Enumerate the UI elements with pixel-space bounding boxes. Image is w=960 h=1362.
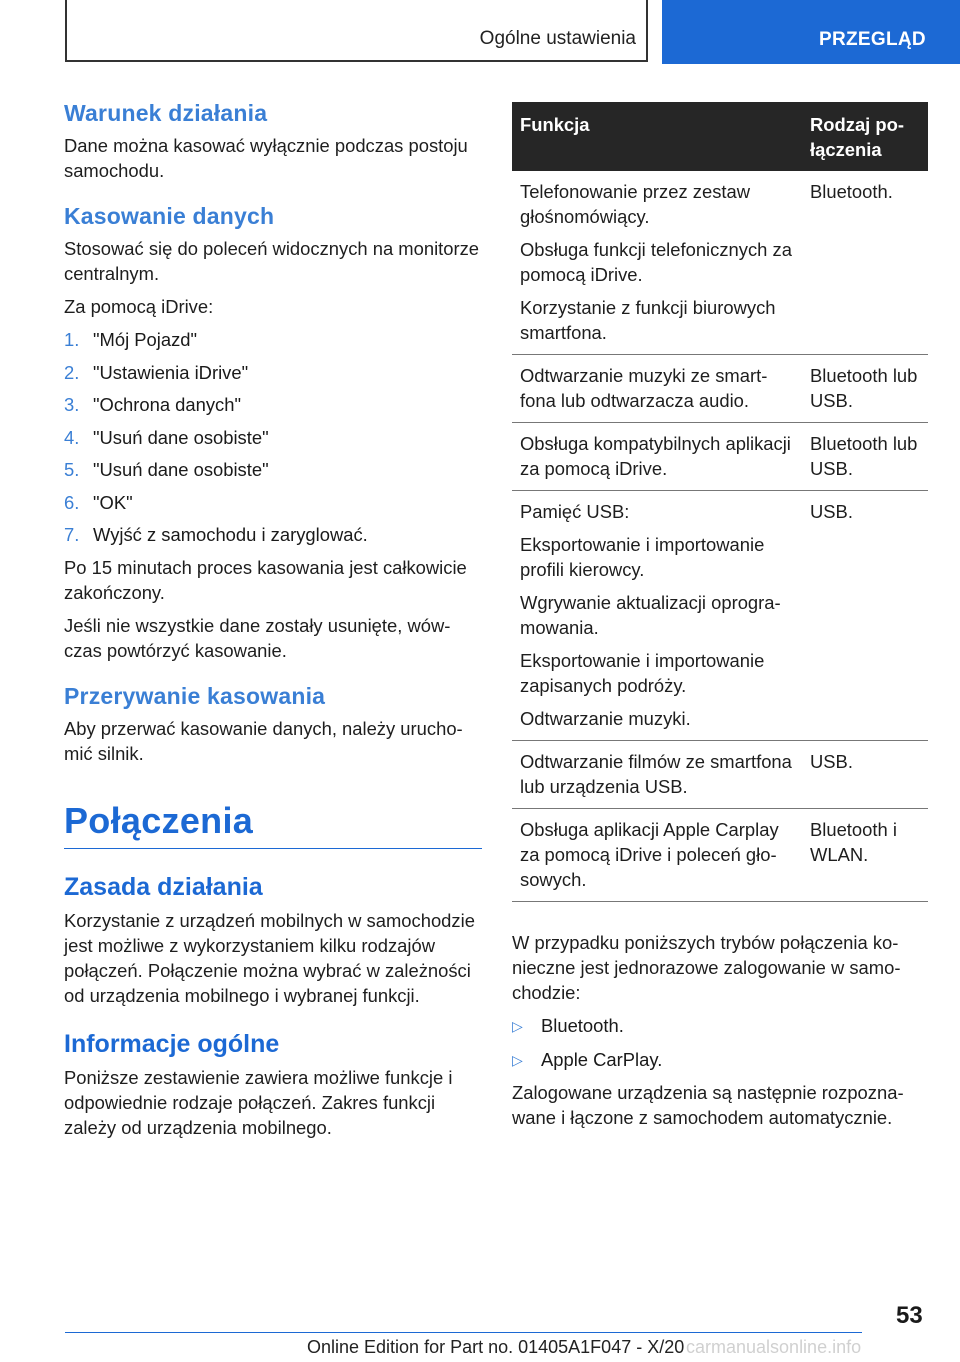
function-cell (512, 491, 802, 741)
page-number: 53 (896, 1302, 923, 1329)
step-text: "Usuń dane osobiste" (93, 426, 269, 448)
left-column (64, 100, 482, 1148)
list-item (64, 327, 482, 352)
connection-cell: Bluetooth. (802, 171, 928, 355)
step-text: "Ustawienia iDrive" (93, 361, 249, 383)
step-text: "Usuń dane osobiste" (93, 459, 269, 480)
step-text: "OK" (93, 491, 133, 513)
connections-title: Połączenia (64, 800, 482, 849)
section-title: Ogólne ustawienia (479, 28, 636, 49)
step-text: "Mój Pojazd" (93, 329, 198, 350)
edition-text: Online Edition for Part no. 01405A1F047 - X/20 (307, 1337, 685, 1357)
function-line: Eksportowanie i importowanie profili kierowcy. (520, 534, 765, 580)
table-row (512, 491, 928, 741)
function-cell (512, 423, 802, 491)
principle-text: Korzystanie z urządzeń mobilnych w samochodzie jest możliwe z wykorzystaniem kilku rodzajów połączeń. Połączenie można wybrać w zależności od urządzenia mobilnego i wybranej funkcji. (64, 909, 475, 1006)
connection-cell: USB. (802, 491, 928, 741)
overview-tab[interactable]: PRZEGLĄD (662, 0, 960, 64)
list-item (512, 1047, 928, 1073)
login-text: W przypadku poniższych trybów połączenia konieczne jest jednorazowe zalogowanie w samochodzie: (512, 932, 901, 1003)
function-line: Obsługa funkcji telefonicznych za pomocą iDrive. (520, 239, 792, 285)
step-number: 6. (64, 491, 80, 513)
triangle-bullet-icon: ▷ (512, 1051, 523, 1068)
step-number: 7. (64, 524, 80, 545)
function-line: Odtwarzanie filmów ze smartfona lub urządzenia USB. (520, 751, 792, 797)
delete-heading: Kasowanie danych (64, 203, 275, 229)
function-line: Eksportowanie i importowanie zapisanych podróży. (520, 650, 765, 696)
list-item (64, 425, 482, 450)
connection-cell: USB. (802, 741, 928, 809)
via-idrive-text: Za pomocą iDrive: (64, 296, 214, 317)
table-row (512, 423, 928, 491)
connection-cell: Bluetooth i WLAN. (802, 809, 928, 902)
table-row (512, 809, 928, 902)
table-row (512, 171, 928, 355)
recognized-text: Zalogowane urządzenia są następnie rozpoznawane i łączone z samochodem automatycznie. (512, 1082, 904, 1128)
steps-list (64, 327, 482, 547)
step-text: "Ochrona danych" (93, 394, 242, 415)
header-function: Funkcja (512, 102, 802, 171)
connections-table (512, 102, 928, 902)
table-header-row (512, 102, 928, 171)
function-line: Pamięć USB: (520, 501, 630, 522)
function-line: Telefonowanie przez zestaw głośnomówiący. (520, 181, 751, 227)
function-line: Odtwarzanie muzyki. (520, 708, 691, 729)
step-number: 5. (64, 459, 80, 480)
after-15-text: Po 15 minutach proces kasowania jest całkowicie zakończony. (64, 556, 467, 603)
footer-divider (65, 1332, 862, 1333)
step-number: 1. (64, 329, 80, 350)
function-cell (512, 741, 802, 809)
list-item (64, 360, 482, 385)
principle-heading: Zasada działania (64, 872, 263, 901)
bullet-text: Bluetooth. (541, 1015, 624, 1036)
login-modes-list (512, 1013, 928, 1073)
function-line: Obsługa aplikacji Apple Carplay za pomocą iDrive i poleceń głosowych. (520, 819, 779, 890)
function-cell (512, 809, 802, 902)
list-item (512, 1013, 928, 1039)
header-connection-type: Rodzaj połączenia (802, 102, 928, 171)
interrupt-heading: Przerywanie kasowania (64, 682, 326, 709)
step-number: 4. (64, 426, 80, 448)
function-cell (512, 171, 802, 355)
list-item (64, 522, 482, 547)
list-item (64, 490, 482, 515)
list-item (64, 392, 482, 417)
function-cell (512, 355, 802, 423)
condition-heading: Warunek działania (64, 100, 268, 126)
delete-text: Stosować się do poleceń widocznych na monitorze centralnym. (64, 238, 480, 284)
table-row (512, 741, 928, 809)
header-section-box (65, 0, 648, 62)
not-all-text: Jeśli nie wszystkie dane zostały usunięte, wówczas powtórzyć kasowanie. (64, 614, 451, 661)
bullet-text: Apple CarPlay. (541, 1048, 663, 1070)
function-line: Korzystanie z funkcji biurowych smartfona. (520, 297, 776, 343)
step-text: Wyjść z samochodu i zaryglować. (93, 524, 368, 545)
table-row (512, 355, 928, 423)
interrupt-text: Aby przerwać kasowanie danych, należy uruchomić silnik. (64, 717, 463, 764)
connection-cell: Bluetooth lub USB. (802, 423, 928, 491)
general-heading: Informacje ogólne (64, 1029, 280, 1058)
function-line: Odtwarzanie muzyki ze smartfona lub odtwarzacza audio. (520, 365, 768, 411)
function-line: Wgrywanie aktualizacji oprogramowania. (520, 592, 781, 638)
watermark: carmanualsonline.info (686, 1337, 862, 1357)
general-text: Poniższe zestawienie zawiera możliwe funkcje i odpowiednie rodzaje połączeń. Zakres funkcji zależy od urządzenia mobilnego. (64, 1066, 453, 1138)
condition-text: Dane można kasować wyłącznie podczas postoju samochodu. (64, 135, 468, 181)
function-line: Obsługa kompatybilnych aplikacji za pomocą iDrive. (520, 433, 791, 479)
triangle-bullet-icon: ▷ (512, 1018, 523, 1034)
connection-cell: Bluetooth lub USB. (802, 355, 928, 423)
step-number: 2. (64, 361, 80, 383)
step-number: 3. (64, 394, 80, 415)
list-item (64, 457, 482, 482)
right-column (512, 102, 928, 1138)
